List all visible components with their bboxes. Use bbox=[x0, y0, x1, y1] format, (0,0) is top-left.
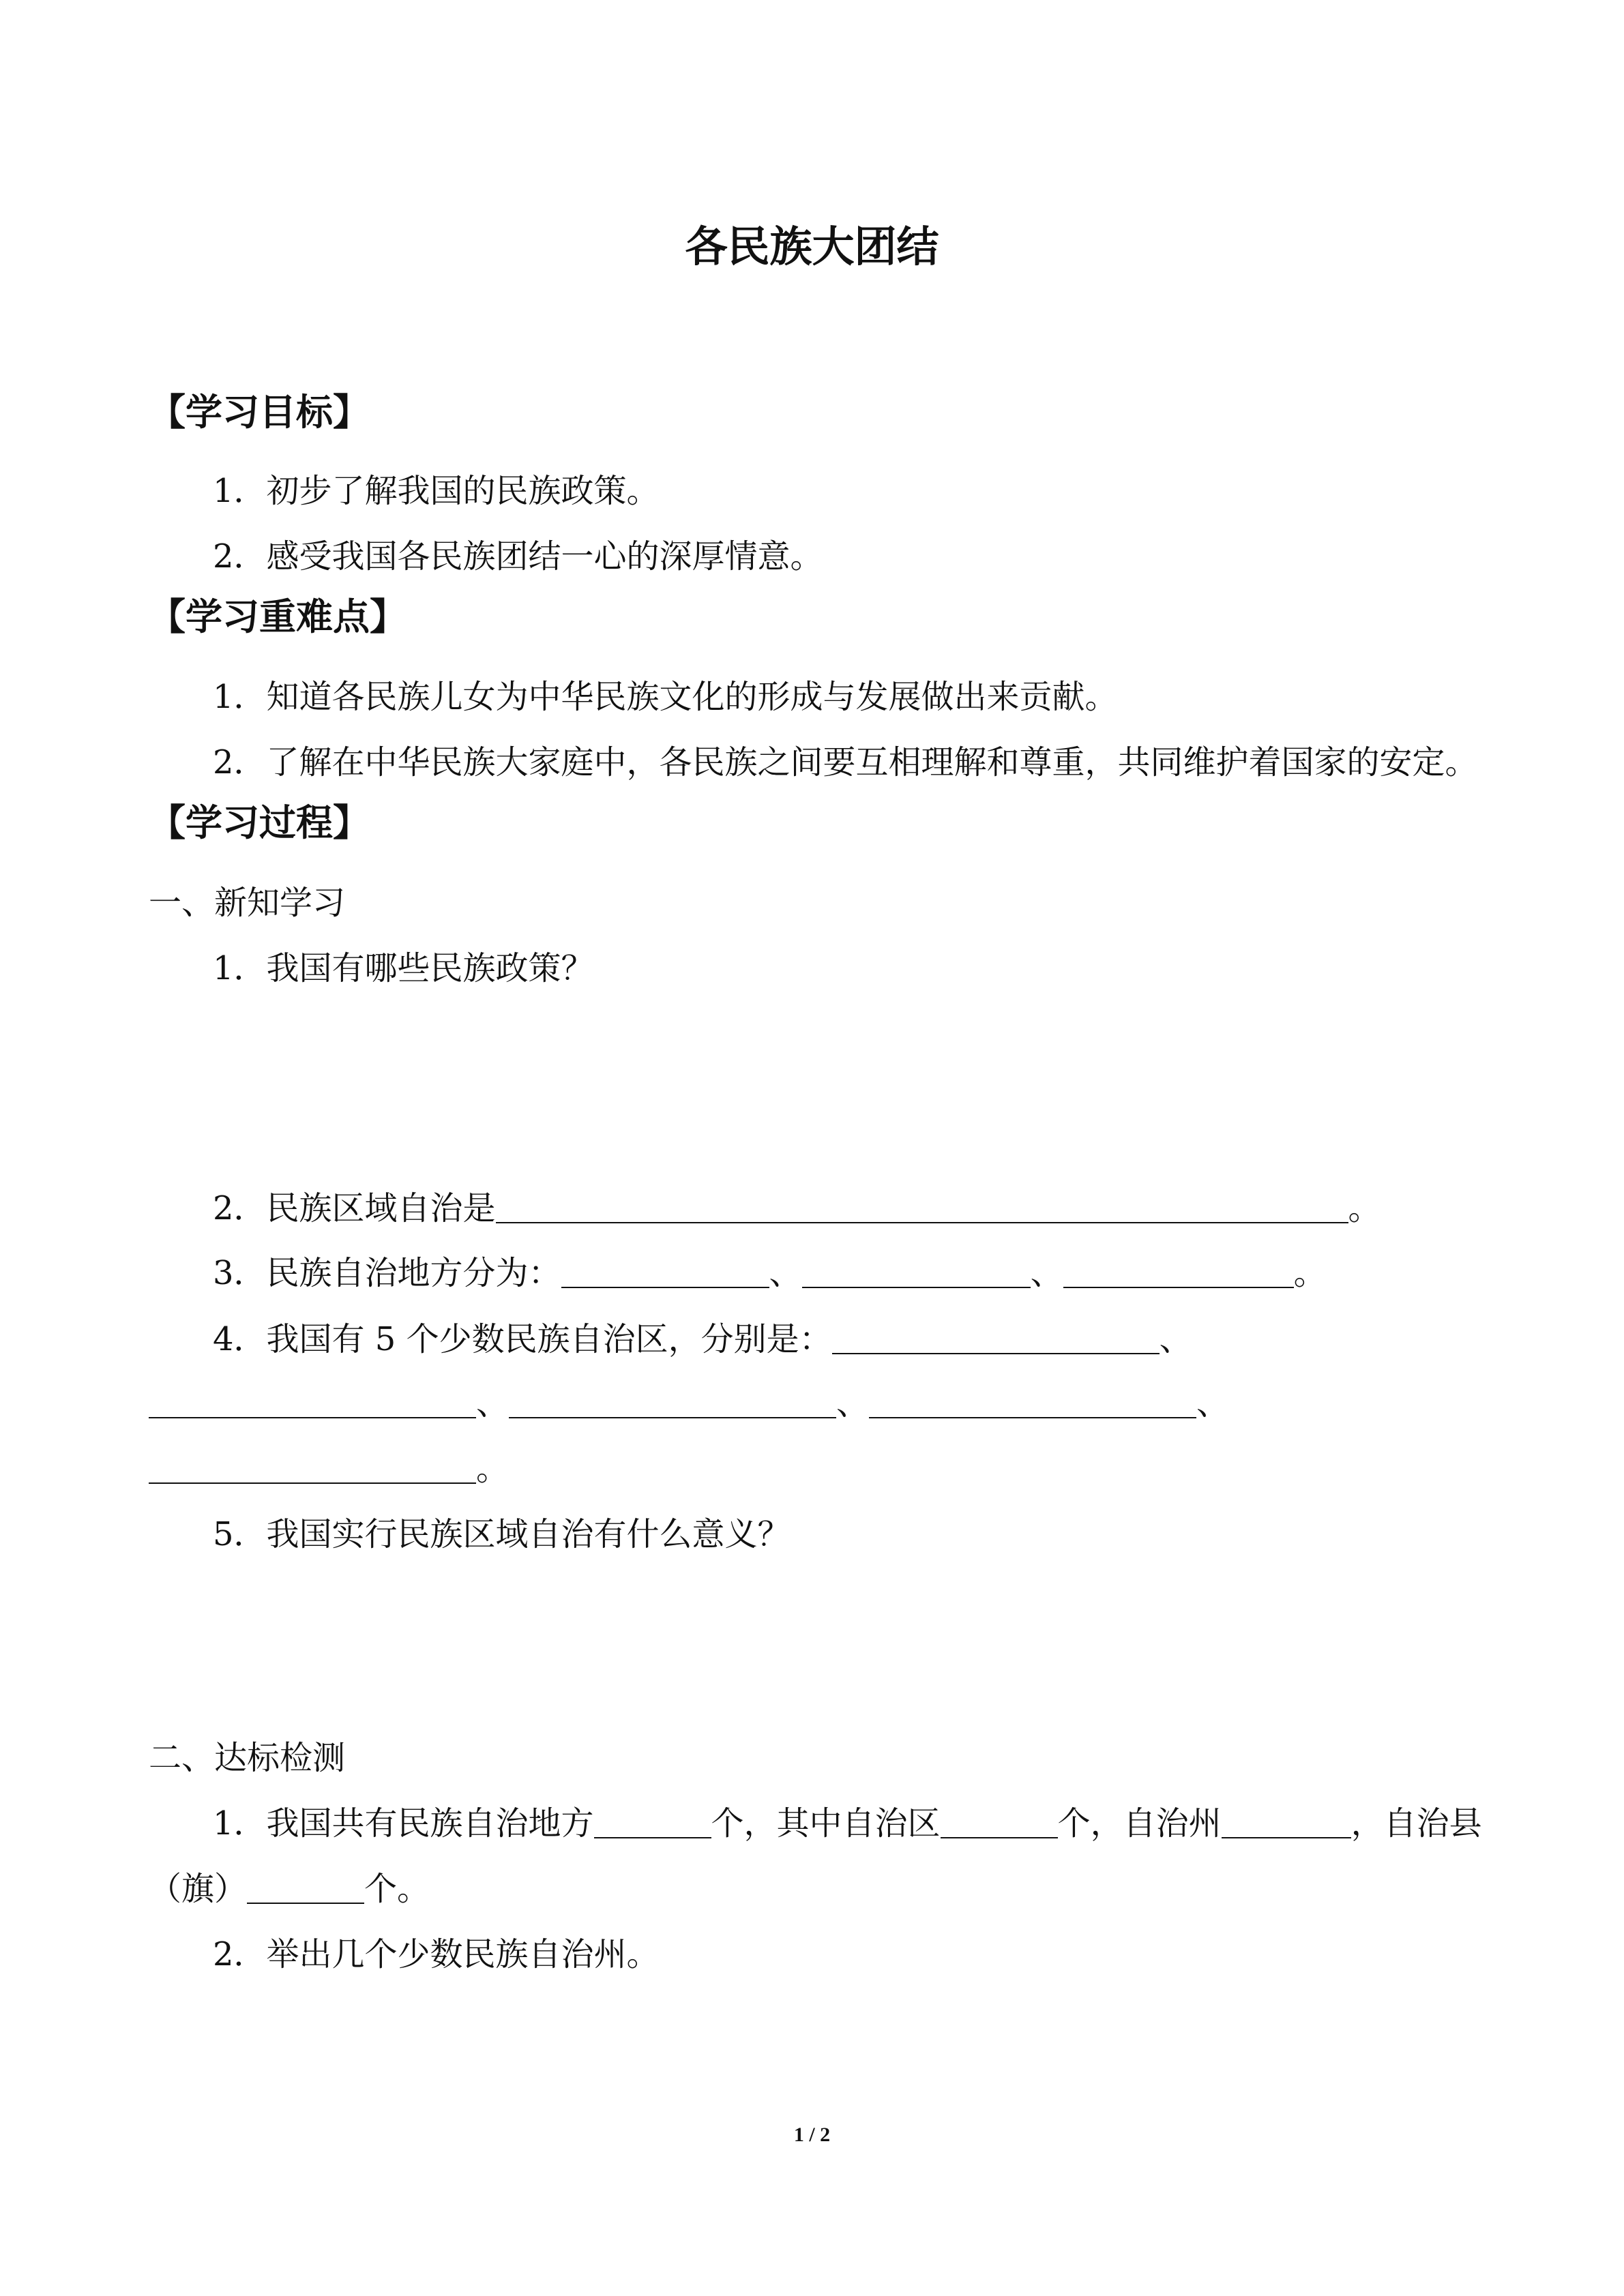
answer-blank[interactable] bbox=[561, 1257, 769, 1288]
answer-blank[interactable] bbox=[149, 1387, 476, 1418]
answer-blank[interactable] bbox=[496, 1192, 1348, 1223]
page-title: 各民族大团结 bbox=[685, 222, 939, 271]
page-number: 1 / 2 bbox=[793, 2123, 831, 2146]
part1-heading: 一、新知学习 bbox=[149, 884, 346, 922]
test-question-2: 2．举出几个少数民族自治州。 bbox=[213, 1935, 660, 1973]
question-3: 3．民族自治地方分为： 、 、 。 bbox=[213, 1254, 1327, 1292]
answer-blank[interactable] bbox=[594, 1807, 711, 1838]
goals-heading: 【学习目标】 bbox=[149, 391, 370, 434]
question-4: 4．我国有 5 个少数民族自治区，分别是： 、 bbox=[213, 1320, 1192, 1358]
keypoint-item: 1．知道各民族儿女为中华民族文化的形成与发展做出来贡献。 bbox=[213, 678, 1118, 716]
question-1: 1．我国有哪些民族政策？ bbox=[213, 949, 594, 987]
keypoint-item: 2．了解在中华民族大家庭中，各民族之间要互相理解和尊重，共同维护着国家的安定。 bbox=[213, 743, 1478, 781]
question-4-end: 。 bbox=[149, 1452, 509, 1485]
answer-blank[interactable] bbox=[149, 1452, 476, 1484]
answer-blank[interactable] bbox=[832, 1323, 1160, 1354]
test-question-1-continued: （旗） 个。 bbox=[149, 1870, 430, 1908]
answer-blank[interactable] bbox=[802, 1257, 1031, 1288]
question-5: 5．我国实行民族区域自治有什么意义？ bbox=[213, 1515, 791, 1553]
question-2: 2．民族区域自治是 。 bbox=[213, 1189, 1381, 1227]
answer-blank[interactable] bbox=[941, 1807, 1058, 1838]
goal-item: 2．感受我国各民族团结一心的深厚情意。 bbox=[213, 537, 823, 576]
answer-blank[interactable] bbox=[869, 1387, 1196, 1418]
process-heading: 【学习过程】 bbox=[149, 801, 370, 844]
answer-blank[interactable] bbox=[509, 1387, 836, 1418]
goal-item: 1．初步了解我国的民族政策。 bbox=[213, 472, 660, 510]
question-4-continued: 、 、 、 bbox=[149, 1387, 1229, 1420]
test-question-1: 1．我国共有民族自治地方 个，其中自治区 个，自治州 ，自治县 bbox=[213, 1804, 1482, 1843]
keypoints-heading: 【学习重难点】 bbox=[149, 595, 407, 638]
answer-blank[interactable] bbox=[247, 1873, 364, 1904]
answer-blank[interactable] bbox=[1063, 1257, 1294, 1288]
part2-heading: 二、达标检测 bbox=[149, 1739, 346, 1777]
answer-blank[interactable] bbox=[1222, 1807, 1351, 1838]
